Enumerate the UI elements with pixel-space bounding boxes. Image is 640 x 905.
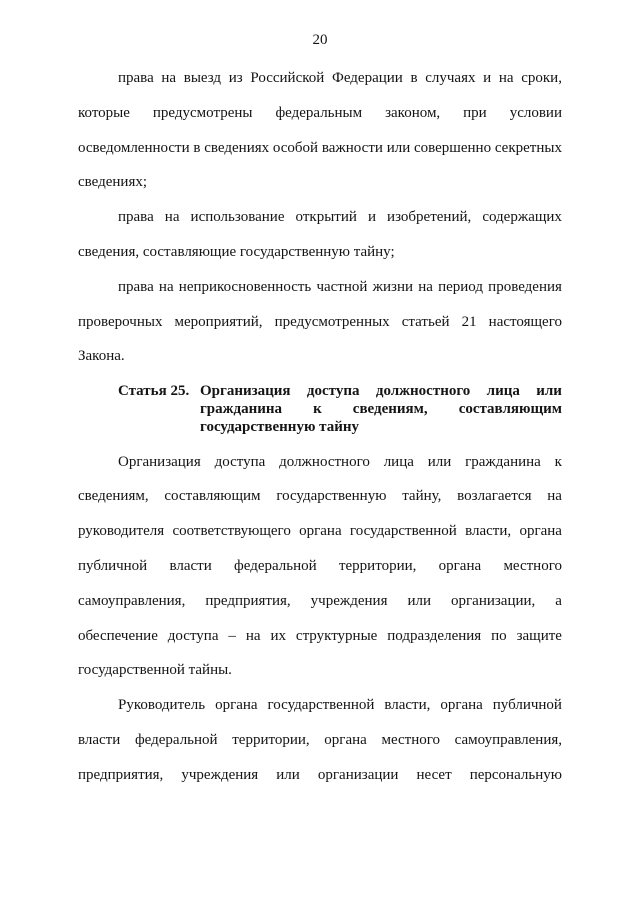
word: власти	[78, 731, 121, 748]
word: из	[228, 70, 243, 86]
word: права	[118, 278, 154, 295]
word: к	[554, 453, 562, 470]
word: доступа	[167, 627, 219, 644]
word: возлагается	[457, 488, 532, 505]
word: неприкосновенность	[178, 278, 312, 295]
paragraph-line	[118, 688, 562, 723]
word: персональную	[469, 766, 562, 783]
word: Организация	[200, 382, 291, 399]
word: открытий	[295, 209, 357, 226]
paragraph	[78, 445, 562, 689]
paragraph-line	[78, 549, 562, 584]
word: структурные	[295, 627, 378, 644]
word: на	[158, 278, 174, 295]
paragraph-line	[78, 96, 562, 131]
word: органа	[215, 697, 258, 714]
word: на	[164, 209, 180, 226]
word: 21	[461, 313, 477, 330]
word: статьей	[401, 313, 450, 330]
word: подразделения	[387, 627, 482, 644]
word: по	[491, 627, 507, 644]
word: несет	[416, 766, 452, 783]
word: права	[118, 70, 154, 86]
word: государственной	[349, 523, 457, 540]
word: обеспечение	[78, 627, 158, 644]
paragraph	[78, 688, 562, 792]
word: их	[270, 627, 286, 644]
paragraph-line	[118, 200, 562, 235]
word: сведениям,	[78, 488, 149, 505]
word: на	[418, 278, 433, 295]
word: должностного	[375, 382, 471, 399]
word: или	[536, 382, 562, 399]
word: а	[555, 592, 562, 609]
word: организации	[317, 766, 399, 783]
word: период	[438, 278, 483, 295]
page-number: 20	[312, 32, 328, 48]
word: осведомленности	[78, 139, 190, 156]
word: на	[245, 627, 261, 644]
word: Руководитель	[118, 697, 206, 714]
word: к	[313, 400, 322, 417]
paragraph-line: Закона.	[78, 348, 125, 365]
word: на	[498, 70, 514, 86]
word: в	[410, 70, 418, 86]
article-title	[200, 382, 562, 436]
word: территории,	[232, 731, 310, 748]
word: публичной	[492, 697, 562, 714]
word: важности	[321, 139, 383, 156]
article-title-line	[200, 400, 562, 418]
word: или	[427, 453, 452, 470]
word: Российской	[250, 70, 325, 86]
word: совершенно	[414, 139, 492, 156]
word: или	[276, 766, 300, 783]
word: в	[193, 139, 201, 156]
word: содержащих	[482, 209, 562, 226]
word: или	[386, 139, 411, 156]
word: местного	[381, 731, 440, 748]
word: случаях	[425, 70, 476, 86]
word: изобретений,	[387, 209, 472, 226]
word: сведениям,	[352, 400, 428, 417]
word: федеральным	[275, 104, 363, 121]
word: на	[547, 488, 562, 505]
word: органа	[440, 697, 483, 714]
word: или	[407, 592, 432, 609]
word: мероприятий,	[174, 313, 263, 330]
word: организации,	[451, 592, 536, 609]
word: органа	[299, 523, 342, 540]
word: Организация	[118, 453, 201, 470]
word: которые	[78, 104, 130, 121]
word: власти	[169, 557, 212, 574]
paragraph-line: государственной тайны.	[78, 662, 232, 679]
word: органа	[324, 731, 367, 748]
word: гражданина	[465, 453, 541, 470]
paragraph-line: сведения, составляющие государственную тайну;	[78, 243, 395, 260]
paragraph	[78, 200, 562, 270]
paragraph-line	[78, 131, 562, 166]
word: предприятия,	[205, 592, 291, 609]
word: особой	[272, 139, 319, 156]
word: учреждения	[181, 766, 259, 783]
word: территории,	[338, 557, 417, 574]
word: на	[161, 70, 177, 86]
paragraph-line	[78, 584, 562, 619]
word: доступа	[306, 382, 360, 399]
word: секретных	[494, 139, 562, 156]
word: лица	[486, 382, 520, 399]
word: федеральной	[134, 731, 218, 748]
word: проведения	[488, 278, 562, 295]
word: составляющим	[458, 400, 562, 417]
word: учреждения	[310, 592, 388, 609]
word: публичной	[78, 557, 148, 574]
word: сроки,	[521, 70, 562, 86]
paragraph-line	[78, 758, 562, 793]
word: гражданина	[200, 400, 283, 417]
article-label: Статья 25.	[118, 382, 190, 399]
word: сведениях	[204, 139, 270, 156]
word: тайну,	[402, 488, 442, 505]
word: предусмотрены	[152, 104, 253, 121]
word: и	[367, 209, 376, 226]
word: самоуправления,	[78, 592, 186, 609]
article-title-line	[200, 382, 562, 400]
word: составляющим	[164, 488, 261, 505]
document-body	[78, 61, 562, 793]
word: условии	[509, 104, 562, 121]
word: частной	[316, 278, 368, 295]
word: лица	[383, 453, 414, 470]
word: руководителя	[78, 523, 165, 540]
paragraph-line	[78, 723, 562, 758]
word: соответствующего	[172, 523, 291, 540]
word: местного	[503, 557, 562, 574]
paragraph-line	[78, 479, 562, 514]
paragraph-line	[118, 61, 562, 96]
word: права	[118, 209, 154, 226]
word: предприятия,	[78, 766, 164, 783]
paragraph-line	[78, 619, 562, 654]
paragraph	[78, 270, 562, 374]
word: при	[463, 104, 487, 121]
word: власти,	[465, 523, 512, 540]
word: государственную	[276, 488, 387, 505]
paragraph-line: сведениях;	[78, 174, 148, 191]
word: законом,	[385, 104, 441, 121]
word: самоуправления,	[454, 731, 562, 748]
article-title-line: государственную тайну	[200, 418, 360, 435]
word: доступа	[214, 453, 266, 470]
word: органа	[519, 523, 562, 540]
word: органа	[438, 557, 482, 574]
word: должностного	[279, 453, 370, 470]
word: проверочных	[78, 313, 163, 330]
word: федеральной	[234, 557, 317, 574]
word: Федерации	[331, 70, 403, 86]
paragraph-line	[78, 514, 562, 549]
word: и	[483, 70, 492, 86]
word: выезд	[183, 70, 222, 86]
word: власти,	[384, 697, 431, 714]
word: предусмотренных	[274, 313, 390, 330]
word: использование	[190, 209, 285, 226]
paragraph-line	[78, 305, 562, 340]
word: настоящего	[488, 313, 562, 330]
paragraph-line	[118, 270, 562, 305]
word: –	[228, 627, 236, 644]
paragraph	[78, 61, 562, 200]
word: защите	[516, 627, 562, 644]
word: жизни	[372, 278, 413, 295]
paragraph-line	[118, 445, 562, 480]
word: государственной	[267, 697, 375, 714]
article-heading	[78, 382, 562, 436]
